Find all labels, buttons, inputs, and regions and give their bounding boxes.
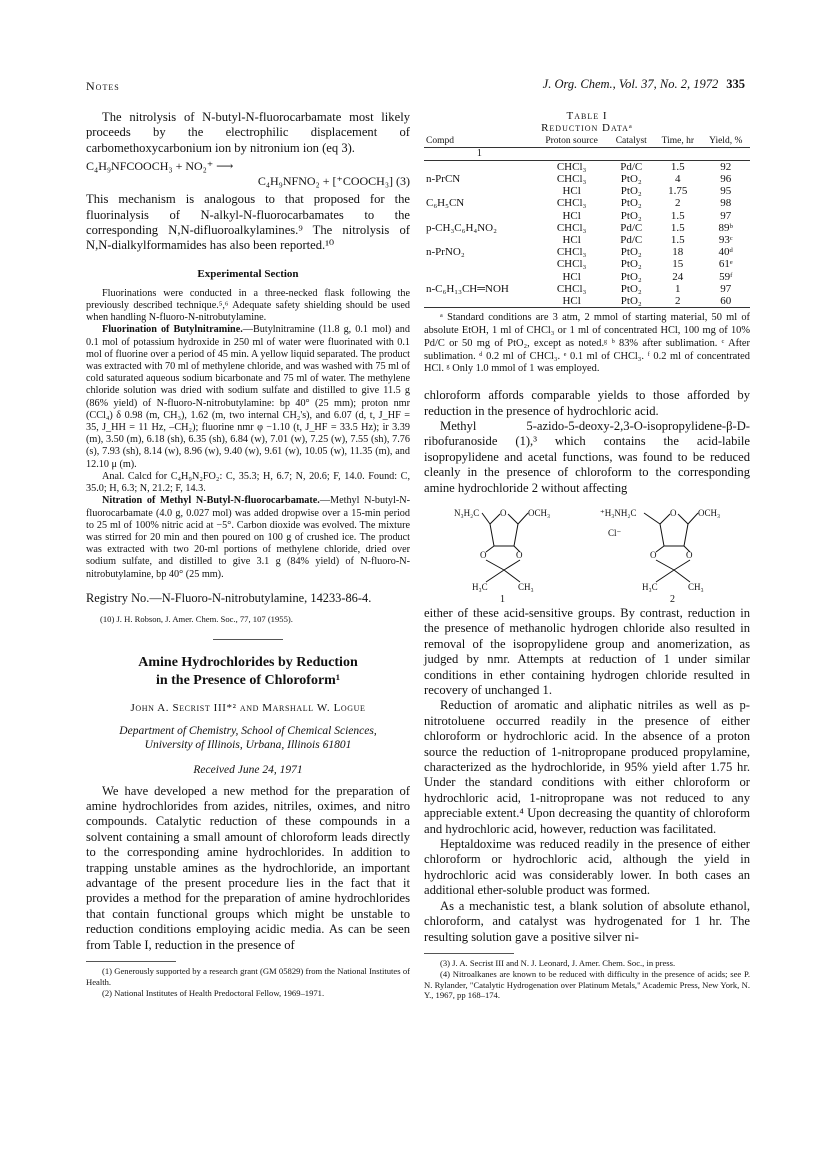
table-cell: PtO₂ xyxy=(620,258,642,271)
table-cell: 97 xyxy=(720,282,732,295)
table-cell: CHCl₃ xyxy=(556,172,587,185)
paragraph-mechanism: This mechanism is analogous to that proposed for the fluorinalysis of N-alkyl-N-fluorocarbamates to the corresponding N,N-difluoroalkylamines.⁹ The nitrolysis of N,N-dialkylformamides has also been reported.¹⁰ xyxy=(86,192,410,253)
analysis-line: Anal. Calcd for C₄H₉N₂FO₂: C, 35.3; H, 6.7; N, 20.6; F, 14.0. Found: C, 35.0; H, 6.3; N, 21.2; F, 14.3. xyxy=(86,470,410,495)
running-header-journal xyxy=(543,77,745,92)
right-column xyxy=(424,110,750,1001)
affiliation-line2: University of Illinois, Urbana, Illinois 61801 xyxy=(144,738,352,751)
struct1-oxygen-left: O xyxy=(480,549,487,560)
table-row xyxy=(424,222,750,234)
table-cell xyxy=(654,147,701,160)
table-cell: PtO₂ xyxy=(620,282,642,295)
running-header-section: Notes xyxy=(86,79,120,93)
fluorination-heading: Fluorination of Butylnitramine. xyxy=(102,324,243,336)
article-title-line1: Amine Hydrochlorides by Reduction xyxy=(138,654,358,670)
table-cell: CHCl₃ xyxy=(556,282,587,295)
table-row xyxy=(424,210,750,222)
journal-citation: J. Org. Chem., Vol. 37, No. 2, 1972 xyxy=(542,77,719,91)
table-row xyxy=(424,160,750,173)
table-cell: 60 xyxy=(701,295,750,308)
table-cell: CHCl₃ xyxy=(556,221,587,234)
table-cell: HCl xyxy=(562,233,581,246)
paragraph-comparable-yields: chloroform affords comparable yields to those afforded by reduction in the presence of hydrochloric acid. xyxy=(424,388,750,418)
struct2-substituent: ⁺H₃NH₂C xyxy=(600,507,637,518)
footnote-2: (2) National Institutes of Health Predoctoral Fellow, 1969–1971. xyxy=(102,987,325,998)
paragraph-heptaldoxime: Heptaldoxime was reduced readily in the presence of either chloroform or hydrochloric acid, although the yield in hydrochloric acid was considerably lower. In both cases an additional ether-soluble product was formed. xyxy=(424,837,750,898)
page-number: 335 xyxy=(726,77,745,91)
table-cell: 1 xyxy=(675,282,681,295)
structures-1-and-2 xyxy=(424,502,750,602)
table-subcaption: Reduction Dataᵃ xyxy=(541,122,633,134)
received-date: Received June 24, 1971 xyxy=(193,763,303,776)
table-cell: 15 xyxy=(672,258,684,271)
col-header-time: Time, hr xyxy=(654,136,701,147)
table-row xyxy=(424,234,750,246)
table-cell xyxy=(424,185,535,197)
table-cell: CHCl₃ xyxy=(556,160,587,173)
footnote-1: (1) Generously supported by a research grant (GM 05829) from the National Institutes of Health. xyxy=(86,965,410,987)
table-cell: PtO₂ xyxy=(620,172,642,185)
table-cell: 40ᵈ xyxy=(718,246,733,259)
struct1-number: 1 xyxy=(500,593,505,602)
reduction-data-table xyxy=(424,136,750,308)
table-cell: C₆H₅CN xyxy=(426,197,465,210)
table-cell: HCl xyxy=(535,295,609,308)
table-cell: HCl xyxy=(562,270,581,283)
authors: John A. Secrist III*² and Marshall W. Logue xyxy=(130,701,366,714)
table-cell: 95 xyxy=(720,185,732,198)
affiliation xyxy=(86,724,410,752)
paragraph-nitrolysis: The nitrolysis of N-butyl-N-fluorocarbamate most likely proceeds by the electrophilic displacement of carbomethoxycarbonium ion by nitronium ion (eq 3). xyxy=(86,110,410,155)
col-header-catalyst: Catalyst xyxy=(608,136,654,147)
table-cell: 2 xyxy=(675,197,681,210)
struct2-h3c: H₃C xyxy=(642,581,658,592)
article-separator xyxy=(213,639,283,640)
fluorination-text: —Butylnitramine (11.8 g, 0.1 mol) and 0.1 mol of potassium hydroxide in 250 ml of water were fluorinated with 0.1 mol of fluorine over a period of 45 min. A yellow liquid separated. The product was extracted with 70 ml of methylene chloride, and was washed with 75 ml of cold saturated aqueous sodium bicarbonate and 75 ml of water. The methylene chloride solution was dried with sodium sulfate and distilled to give 11.5 g (86% yield) of N-fluoro-N-nitrobutylamine: bp 40° (25 mm); proton nmr (CCl₄) δ 0.98 (m, CH₃), 1.62 (m, two internal CH₂'s), and 6.07 (d, t, J_HF = 35, J_HH = 11 Hz, –CH₂); fluorine nmr φ −1.10 (t, J_HF = 33.5 Hz); ir 3.39 (m), 3.50 (m), 6.18 (sh), 6.35 (sh), 6.84 (w), 7.01 (w), 7.25 (w), 7.55 (sh), 7.76 (s), 7.93 (sh), 8.14 (w), 8.96 (w), 9.40 (w), 9.61 (w), 10.05 (w), 11.35 (m), and 12.10 μ (m). xyxy=(86,324,410,470)
table-row xyxy=(424,283,750,295)
struct2-ring-bonds xyxy=(644,513,698,582)
table-cell xyxy=(608,147,654,160)
table-cell: CHCl₃ xyxy=(556,197,587,210)
experimental-fluorination xyxy=(86,324,410,470)
struct1-ring-bonds xyxy=(482,513,528,582)
col-header-yield: Yield, % xyxy=(701,136,750,147)
col-header-proton-source: Proton source xyxy=(535,136,609,147)
table-cell: CHCl₃ xyxy=(556,258,587,271)
table-row xyxy=(424,185,750,197)
table-cell: 1.75 xyxy=(668,185,688,198)
table-cell: n-PrCN xyxy=(426,172,461,185)
table-cell: PtO₂ xyxy=(620,209,642,222)
table-cell: n-C₆H₁₃CH═NOH xyxy=(426,282,509,295)
struct2-ring-oxygen: O xyxy=(670,507,677,518)
table-cell xyxy=(424,160,535,173)
table-cell: 1.5 xyxy=(670,233,685,246)
table-cell: 24 xyxy=(672,270,684,283)
paragraph-introduction: We have developed a new method for the preparation of amine hydrochlorides from azides, nitriles, oximes, and nitro compounds. Catalytic reduction of these compounds in a solvent containing a small amount of chloroform leads directly to the corresponding amine hydrochlorides. In addition to trapping unstable amines as the hydrochloride, an important advantage of the present procedure lies in the fact that it provides a method for the preparation of amine hydrochlorides that contain functional groups which might be unstable to reduction conditions employing acidic media. As can be seen from Table I, reduction in the presence of xyxy=(86,783,410,952)
affiliation-line1: Department of Chemistry, School of Chemical Sciences, xyxy=(119,724,377,737)
table-cell xyxy=(424,271,535,283)
table-caption: Table I xyxy=(566,110,608,122)
table-cell: Pd/C xyxy=(620,160,643,173)
registry-number: Registry No.—N-Fluoro-N-nitrobutylamine, 14233-86-4. xyxy=(86,590,372,605)
equation-3-line1: C₄H₉NFCOOCH₃ + NO₂⁺ ⟶ xyxy=(86,159,234,174)
article-title xyxy=(86,654,410,690)
table-cell: HCl xyxy=(562,209,581,222)
table-row xyxy=(424,258,750,270)
table-cell: n-PrNO₂ xyxy=(426,246,465,259)
paragraph-mechanistic-test: As a mechanistic test, a blank solution of absolute ethanol, chloroform, and catalyst was hydrogenated for 1 hr. The resulting solution gave a positive silver ni- xyxy=(424,898,750,944)
table-cell: PtO₂ xyxy=(620,246,642,259)
paragraph-acid-sensitive: either of these acid-sensitive groups. By contrast, reduction in the presence of methanolic hydrogen chloride also resulted in removal of the isopropylidene group and anomerization, as judged by nmr. Attempts at reduction of 1 under similar conditions in ether containing hydrogen chloride resulted in recovery of unchanged 1. xyxy=(424,605,750,697)
struct1-methoxy: OCH₃ xyxy=(528,507,551,518)
struct1-h3c: H₃C xyxy=(472,581,488,592)
table-cell: Pd/C xyxy=(620,221,643,234)
paragraph-azido-sugar: Methyl 5-azido-5-deoxy-2,3-O-isopropylidene-β-D-ribofuranoside (1),³ which contains the acid-labile isopropylidene and acetal functions, was found to be reduced cleanly in the presence of chloroform to the corresponding amine hydrochloride 2 without affecting xyxy=(424,418,750,495)
struct1-ring-oxygen: O xyxy=(500,507,507,518)
paragraph-nitriles: Reduction of aromatic and aliphatic nitriles as well as p-nitrotoluene occurred readily in the presence of either chloroform or hydrochloric acid. In the absence of a proton source the reduction of 1-nitropropane produced propylamine, characterized as the hydrochloride, in 95% yield after 1.75 hr. Under the standard conditions with either chloroform or hydrochloric acid, 1-nitropropane was not reduced to any appreciable extent.⁴ Upon decreasing the quantity of chloroform and hydrochloric acid, however, reduction was facilitated. xyxy=(424,698,750,836)
footnote-rule xyxy=(86,961,176,962)
table-row xyxy=(424,246,750,258)
article-title-line2: in the Presence of Chloroform¹ xyxy=(155,672,341,688)
structure-drawing xyxy=(424,502,750,602)
struct1-ch3: CH₃ xyxy=(518,581,534,592)
table-footnote: ᵃ Standard conditions are 3 atm, 2 mmol of starting material, 50 ml of absolute EtOH, 1 ml of CHCl₃ or 1 ml of concentrated HCl, 100 mg of 10% Pd/C or 50 mg of PtO₂, except as noted.ᵍ ᵇ 83% after sublimation. ᶜ After sublimation. ᵈ 0.2 ml of CHCl₃. ᵉ 0.1 ml of CHCl₃. ᶠ 0.2 ml of concentrated HCl. ᵍ Only 1.0 mmol of 1 was employed. xyxy=(424,312,750,375)
nitration-heading: Nitration of Methyl N-Butyl-N-fluorocarbamate. xyxy=(102,495,320,507)
table-cell: 4 xyxy=(675,172,681,185)
table-cell: p-CH₃C₆H₄NO₂ xyxy=(426,221,497,234)
table-cell: PtO₂ xyxy=(608,295,654,308)
table-cell: PtO₂ xyxy=(620,185,642,198)
footnote-3: (3) J. A. Secrist III and N. J. Leonard, J. Amer. Chem. Soc., in press. xyxy=(440,957,676,968)
table-row xyxy=(424,173,750,185)
table-cell: 97 xyxy=(720,209,732,222)
table-cell: 89ᵇ xyxy=(718,221,733,234)
table-cell xyxy=(424,258,535,270)
table-cell: 98 xyxy=(720,197,732,210)
table-cell xyxy=(424,234,535,246)
table-cell: HCl xyxy=(562,185,581,198)
struct2-oxygen-left: O xyxy=(650,549,657,560)
struct1-oxygen-right: O xyxy=(516,549,523,560)
table-cell: PtO₂ xyxy=(620,270,642,283)
footnote-4: (4) Nitroalkanes are known to be reduced with difficulty in the presence of acids; see P. N. Rylander, "Catalytic Hydrogenation over Platinum Metals," Academic Press, New York, N. Y., 1967, pp 168–174. xyxy=(424,968,750,1001)
table-cell xyxy=(701,147,750,160)
table-cell: 1.5 xyxy=(670,160,685,173)
equation-3-line2: C₄H₉NFNO₂ + [⁺COOCH₃] (3) xyxy=(257,174,410,189)
table-cell: 2 xyxy=(654,295,701,308)
struct2-methoxy: OCH₃ xyxy=(698,507,721,518)
table-cell: 93ᶜ xyxy=(718,233,733,246)
struct2-number: 2 xyxy=(670,593,675,602)
table-row xyxy=(424,295,750,308)
table-cell: Pd/C xyxy=(620,233,643,246)
struct1-substituent: N₃H₂C xyxy=(454,507,480,518)
table-cell: 59ᶠ xyxy=(719,270,733,283)
table-cell: PtO₂ xyxy=(620,197,642,210)
left-column xyxy=(86,110,410,998)
table-cell: 92 xyxy=(720,160,732,173)
table-index-row xyxy=(424,147,750,160)
table-cell xyxy=(424,210,535,222)
table-cell: 96 xyxy=(720,172,732,185)
struct2-ch3: CH₃ xyxy=(688,581,704,592)
table-cell xyxy=(424,295,535,308)
struct2-chloride: Cl⁻ xyxy=(608,527,622,538)
experimental-section-heading: Experimental Section xyxy=(197,267,299,280)
struct2-oxygen-right: O xyxy=(686,549,693,560)
table-cell: 1.5 xyxy=(670,221,685,234)
table-cell: 18 xyxy=(672,246,684,259)
table-cell: 1 xyxy=(424,147,535,160)
table-cell xyxy=(535,147,609,160)
table-cell: 1.5 xyxy=(670,209,685,222)
table-row xyxy=(424,271,750,283)
experimental-intro: Fluorinations were conducted in a three-necked flask following the previously described technique.⁵,⁶ Adequate safety shielding should be used when handling N-fluoro-N-nitrobutylamine. xyxy=(86,287,410,324)
col-header-compd: Compd xyxy=(424,136,535,147)
reference-10: (10) J. H. Robson, J. Amer. Chem. Soc., 77, 107 (1955). xyxy=(100,613,293,624)
nitration-text: —Methyl N-butyl-N-fluorocarbamate (4.0 g, 0.027 mol) was added dropwise over a 15-min period to 25 ml of 100% nitric acid at −5°. Carbon dioxide was evolved. The mixture was stirred for 20 min and then poured on 100 g of crushed ice. The product was extracted with two 20-ml portions of methylene chloride, dried over sodium sulfate, and distilled to give 3.1 g (84% yield) of N-fluoro-N-nitrobutylamine, bp 40° (25 mm). xyxy=(86,495,410,580)
table-cell: CHCl₃ xyxy=(556,246,587,259)
table-cell: 61ᵉ xyxy=(718,258,733,271)
footnote-rule-right xyxy=(424,953,514,954)
table-row xyxy=(424,197,750,209)
experimental-nitration xyxy=(86,495,410,580)
